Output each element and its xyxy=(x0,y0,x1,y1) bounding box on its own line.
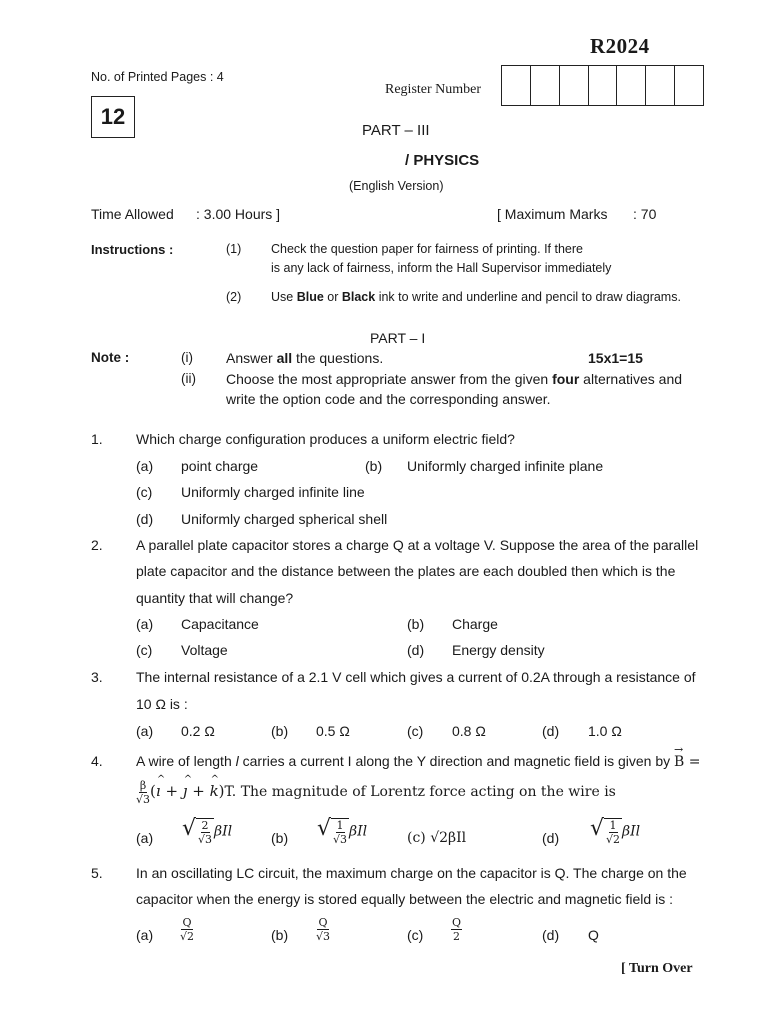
option-code: (d) xyxy=(136,511,154,527)
question-text: 10 Ω is : xyxy=(136,696,188,712)
turn-over-label: [ Turn Over xyxy=(621,961,693,976)
option-math: $\frac{Q}{√3}$ xyxy=(316,916,331,943)
option-math: √ $\frac{1}{√3}$ βIl xyxy=(317,816,368,846)
option-code: (b) xyxy=(271,927,289,943)
register-digit-box[interactable] xyxy=(589,66,618,105)
option-code: (d) xyxy=(542,830,560,846)
option-math: √ $\frac{2}{√3}$ βIl xyxy=(182,816,233,846)
register-digit-box[interactable] xyxy=(502,66,531,105)
option-text: 0.2 Ω xyxy=(181,723,215,739)
option-code: (d) xyxy=(407,642,425,658)
option-text: 0.5 Ω xyxy=(316,723,350,739)
question-number: 1. xyxy=(91,431,103,447)
part-heading: PART – III xyxy=(362,122,430,139)
note-text: Choose the most appropriate answer from the given four alternatives and xyxy=(226,371,683,387)
instructions-label: Instructions : xyxy=(91,242,174,257)
option-text: Uniformly charged infinite plane xyxy=(407,458,604,474)
question-text: plate capacitor and the distance between the plates are each doubled then which is the xyxy=(136,563,676,579)
option-code: (b) xyxy=(407,616,425,632)
instruction-number: (2) xyxy=(226,290,242,304)
option-math: (c) √2βIl xyxy=(407,830,467,846)
option-code: (c) xyxy=(136,484,153,500)
option-text: 0.8 Ω xyxy=(452,723,486,739)
time-allowed-value: : 3.00 Hours ] xyxy=(196,206,281,222)
option-text: Uniformly charged spherical shell xyxy=(181,511,388,527)
option-text: 1.0 Ω xyxy=(588,723,622,739)
register-digit-box[interactable] xyxy=(617,66,646,105)
option-code: (a) xyxy=(136,616,154,632)
instruction-text: Use Blue or Black ink to write and underline and pencil to draw diagrams. xyxy=(271,290,681,304)
register-digit-box[interactable] xyxy=(531,66,560,105)
option-text: Capacitance xyxy=(181,616,259,632)
option-code: (d) xyxy=(542,927,560,943)
version-label: (English Version) xyxy=(349,179,444,193)
section-marks: 15x1=15 xyxy=(588,350,643,366)
register-number-label: Register Number xyxy=(385,82,482,97)
question-text: Which charge configuration produces a uniform electric field? xyxy=(136,431,515,447)
option-code: (c) xyxy=(136,642,153,658)
section-heading: PART – I xyxy=(370,330,426,346)
option-math: √ $\frac{1}{√2}$ βIl xyxy=(590,816,641,846)
note-number: (i) xyxy=(181,350,193,365)
question-number: 3. xyxy=(91,669,103,685)
max-marks-label: [ Maximum Marks xyxy=(497,206,608,222)
option-code: (d) xyxy=(542,723,560,739)
max-marks-value: : 70 xyxy=(633,206,657,222)
beta-over-root3: $\frac{\beta}{√3}$ xyxy=(136,779,151,806)
option-math: $\frac{Q}{√2}$ xyxy=(180,916,195,943)
option-code: (c) xyxy=(407,723,424,739)
option-text: point charge xyxy=(181,458,259,474)
instruction-number: (1) xyxy=(226,242,242,256)
option-text: Energy density xyxy=(452,642,545,658)
instruction-text: Check the question paper for fairness of printing. If there xyxy=(271,242,583,256)
option-code: (b) xyxy=(365,458,383,474)
register-number-boxes[interactable] xyxy=(501,65,704,106)
register-digit-box[interactable] xyxy=(560,66,589,105)
subject-title: / PHYSICS xyxy=(405,152,480,169)
note-label: Note : xyxy=(91,350,130,365)
note-number: (ii) xyxy=(181,371,196,386)
option-code: (c) xyxy=(407,927,424,943)
option-code: (b) xyxy=(271,830,289,846)
time-allowed-label: Time Allowed xyxy=(91,206,174,222)
question-text: capacitor when the energy is stored equally between the electric and magnetic field is : xyxy=(136,891,673,907)
option-code: (a) xyxy=(136,830,154,846)
option-text: Charge xyxy=(452,616,498,632)
paper-code: R2024 xyxy=(590,34,650,58)
instruction-text: is any lack of fairness, inform the Hall Supervisor immediately xyxy=(271,261,612,275)
class-number-box: 12 xyxy=(91,96,135,138)
question-text: In an oscillating LC circuit, the maximum charge on the capacitor is Q. The charge on the xyxy=(136,865,687,881)
question-number: 5. xyxy=(91,865,103,881)
option-math: $\frac{Q}{2}$ xyxy=(452,916,462,943)
note-text: write the option code and the corresponding answer. xyxy=(226,391,551,407)
option-code: (a) xyxy=(136,927,154,943)
option-text: Voltage xyxy=(181,642,228,658)
option-text: Uniformly charged infinite line xyxy=(181,484,365,500)
note-text: Answer all the questions. xyxy=(226,350,384,366)
option-text: Q xyxy=(588,927,599,943)
question-number: 2. xyxy=(91,537,103,553)
question-text: A wire of length l carries a current I along the Y direction and magnetic field is given by → B = xyxy=(136,753,701,770)
question-number: 4. xyxy=(91,753,103,769)
question-text: quantity that will change? xyxy=(136,590,294,606)
option-code: (b) xyxy=(271,723,289,739)
register-digit-box[interactable] xyxy=(646,66,675,105)
question-text: The internal resistance of a 2.1 V cell which gives a current of 0.2A through a resistance of xyxy=(136,669,696,685)
question-text: $\frac{\beta}{√3}$ (^ ı + ^ ȷ + ^ k)T. The magnitude of Lorentz force acting on the wire is xyxy=(136,780,616,805)
register-digit-box[interactable] xyxy=(675,66,703,105)
option-code: (a) xyxy=(136,723,154,739)
question-text: A parallel plate capacitor stores a charge Q at a voltage V. Suppose the area of the parallel xyxy=(136,537,699,553)
printed-pages: No. of Printed Pages : 4 xyxy=(91,70,224,84)
option-code: (a) xyxy=(136,458,154,474)
